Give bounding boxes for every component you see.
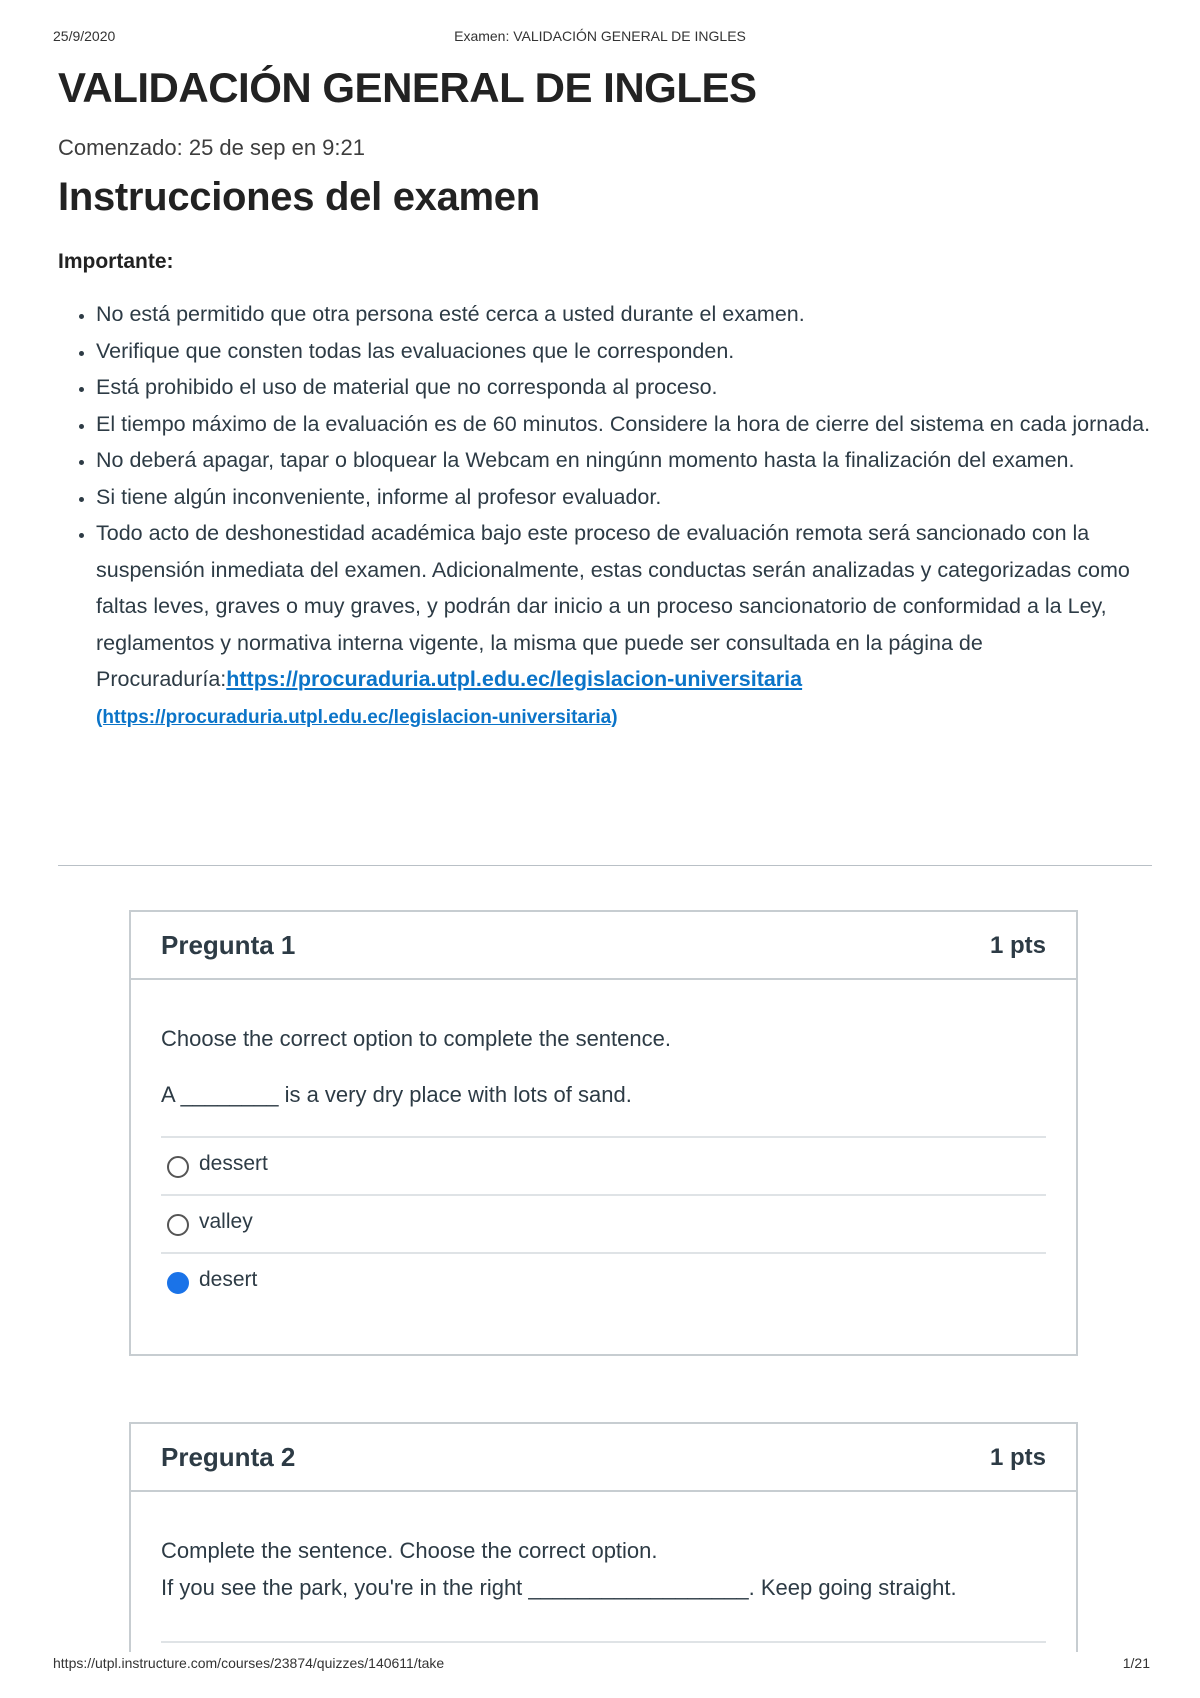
question-body	[131, 980, 1076, 1310]
question-header	[131, 912, 1076, 980]
radio-button-checked[interactable]	[167, 1272, 189, 1294]
print-date: 25/9/2020	[53, 28, 116, 44]
rule-item: • Está prohibido el uso de material que no corresponda al proceso.	[96, 369, 1152, 406]
question-points: 1 pts	[989, 1444, 1046, 1471]
rules-list	[58, 296, 1152, 736]
important-label: Importante:	[58, 250, 174, 273]
answer-option[interactable]	[161, 1136, 1046, 1194]
rule-item: • Si tiene algún inconveniente, informe al profesor evaluador.	[96, 479, 1152, 516]
answer-label: dessert	[199, 1152, 268, 1175]
quiz-title: VALIDACIÓN GENERAL DE INGLES	[58, 64, 757, 111]
question-text: A ________ is a very dry place with lots of sand.	[161, 1082, 632, 1107]
procuraduria-link[interactable]: https://procuraduria.utpl.edu.ec/legislacion-universitaria	[226, 667, 803, 691]
print-url: https://utpl.instructure.com/courses/23874/quizzes/140611/take	[53, 1655, 445, 1671]
rule-item: • No está permitido que otra persona esté cerca a usted durante el examen.	[96, 296, 1152, 333]
print-page-number: 1/21	[1122, 1655, 1150, 1671]
print-document-title: Examen: VALIDACIÓN GENERAL DE INGLES	[454, 28, 746, 44]
question-1	[129, 910, 1078, 1356]
answer-option-selected[interactable]	[161, 1252, 1046, 1310]
question-points: 1 pts	[989, 932, 1046, 959]
instructions-title: Instrucciones del examen	[58, 175, 540, 219]
rule-text: Todo acto de deshonestidad académica bajo este proceso de evaluación remota será sancionado con la suspensión inmediata del examen. Adicionalmente, estas conductas serán analizadas y categorizadas como faltas leves, graves o muy graves, y podrán dar inicio a un proceso sancionatorio de conformidad a la Ley, reglamentos y normativa interna vigente, la misma que puede ser consultada en la página de Procuraduría:	[96, 521, 1130, 691]
answer-option[interactable]	[161, 1194, 1046, 1252]
quiz-started-time: Comenzado: 25 de sep en 9:21	[58, 135, 366, 160]
procuraduria-link-url[interactable]: (https://procuraduria.utpl.edu.ec/legislacion-universitaria)	[96, 706, 618, 728]
answer-label: desert	[199, 1268, 258, 1291]
answer-list-divider	[161, 1641, 1046, 1643]
answer-label: valley	[199, 1210, 253, 1233]
answer-list	[161, 1136, 1046, 1310]
print-header	[0, 28, 1200, 48]
question-name: Pregunta 1	[161, 930, 296, 960]
quiz-content	[58, 62, 1152, 736]
rule-item-academic-honesty	[96, 515, 1152, 736]
question-text: If you see the park, you're in the right __________________. Keep going straight.	[161, 1575, 957, 1600]
question-header	[131, 1424, 1076, 1492]
rule-item: • Verifique que consten todas las evaluaciones que le corresponden.	[96, 333, 1152, 370]
rule-item: • No deberá apagar, tapar o bloquear la Webcam en ningúnn momento hasta la finalización del examen.	[96, 442, 1152, 479]
print-footer	[0, 1655, 1200, 1675]
question-text: Choose the correct option to complete the sentence.	[161, 1026, 671, 1051]
question-name: Pregunta 2	[161, 1442, 296, 1472]
radio-button[interactable]	[167, 1214, 189, 1236]
question-2	[129, 1422, 1078, 1652]
question-body	[131, 1492, 1076, 1643]
section-divider	[58, 865, 1152, 866]
rule-item: • El tiempo máximo de la evaluación es de 60 minutos. Considere la hora de cierre del sistema en cada jornada.	[96, 406, 1152, 443]
radio-button[interactable]	[167, 1156, 189, 1178]
question-text: Complete the sentence. Choose the correct option.	[161, 1538, 658, 1563]
